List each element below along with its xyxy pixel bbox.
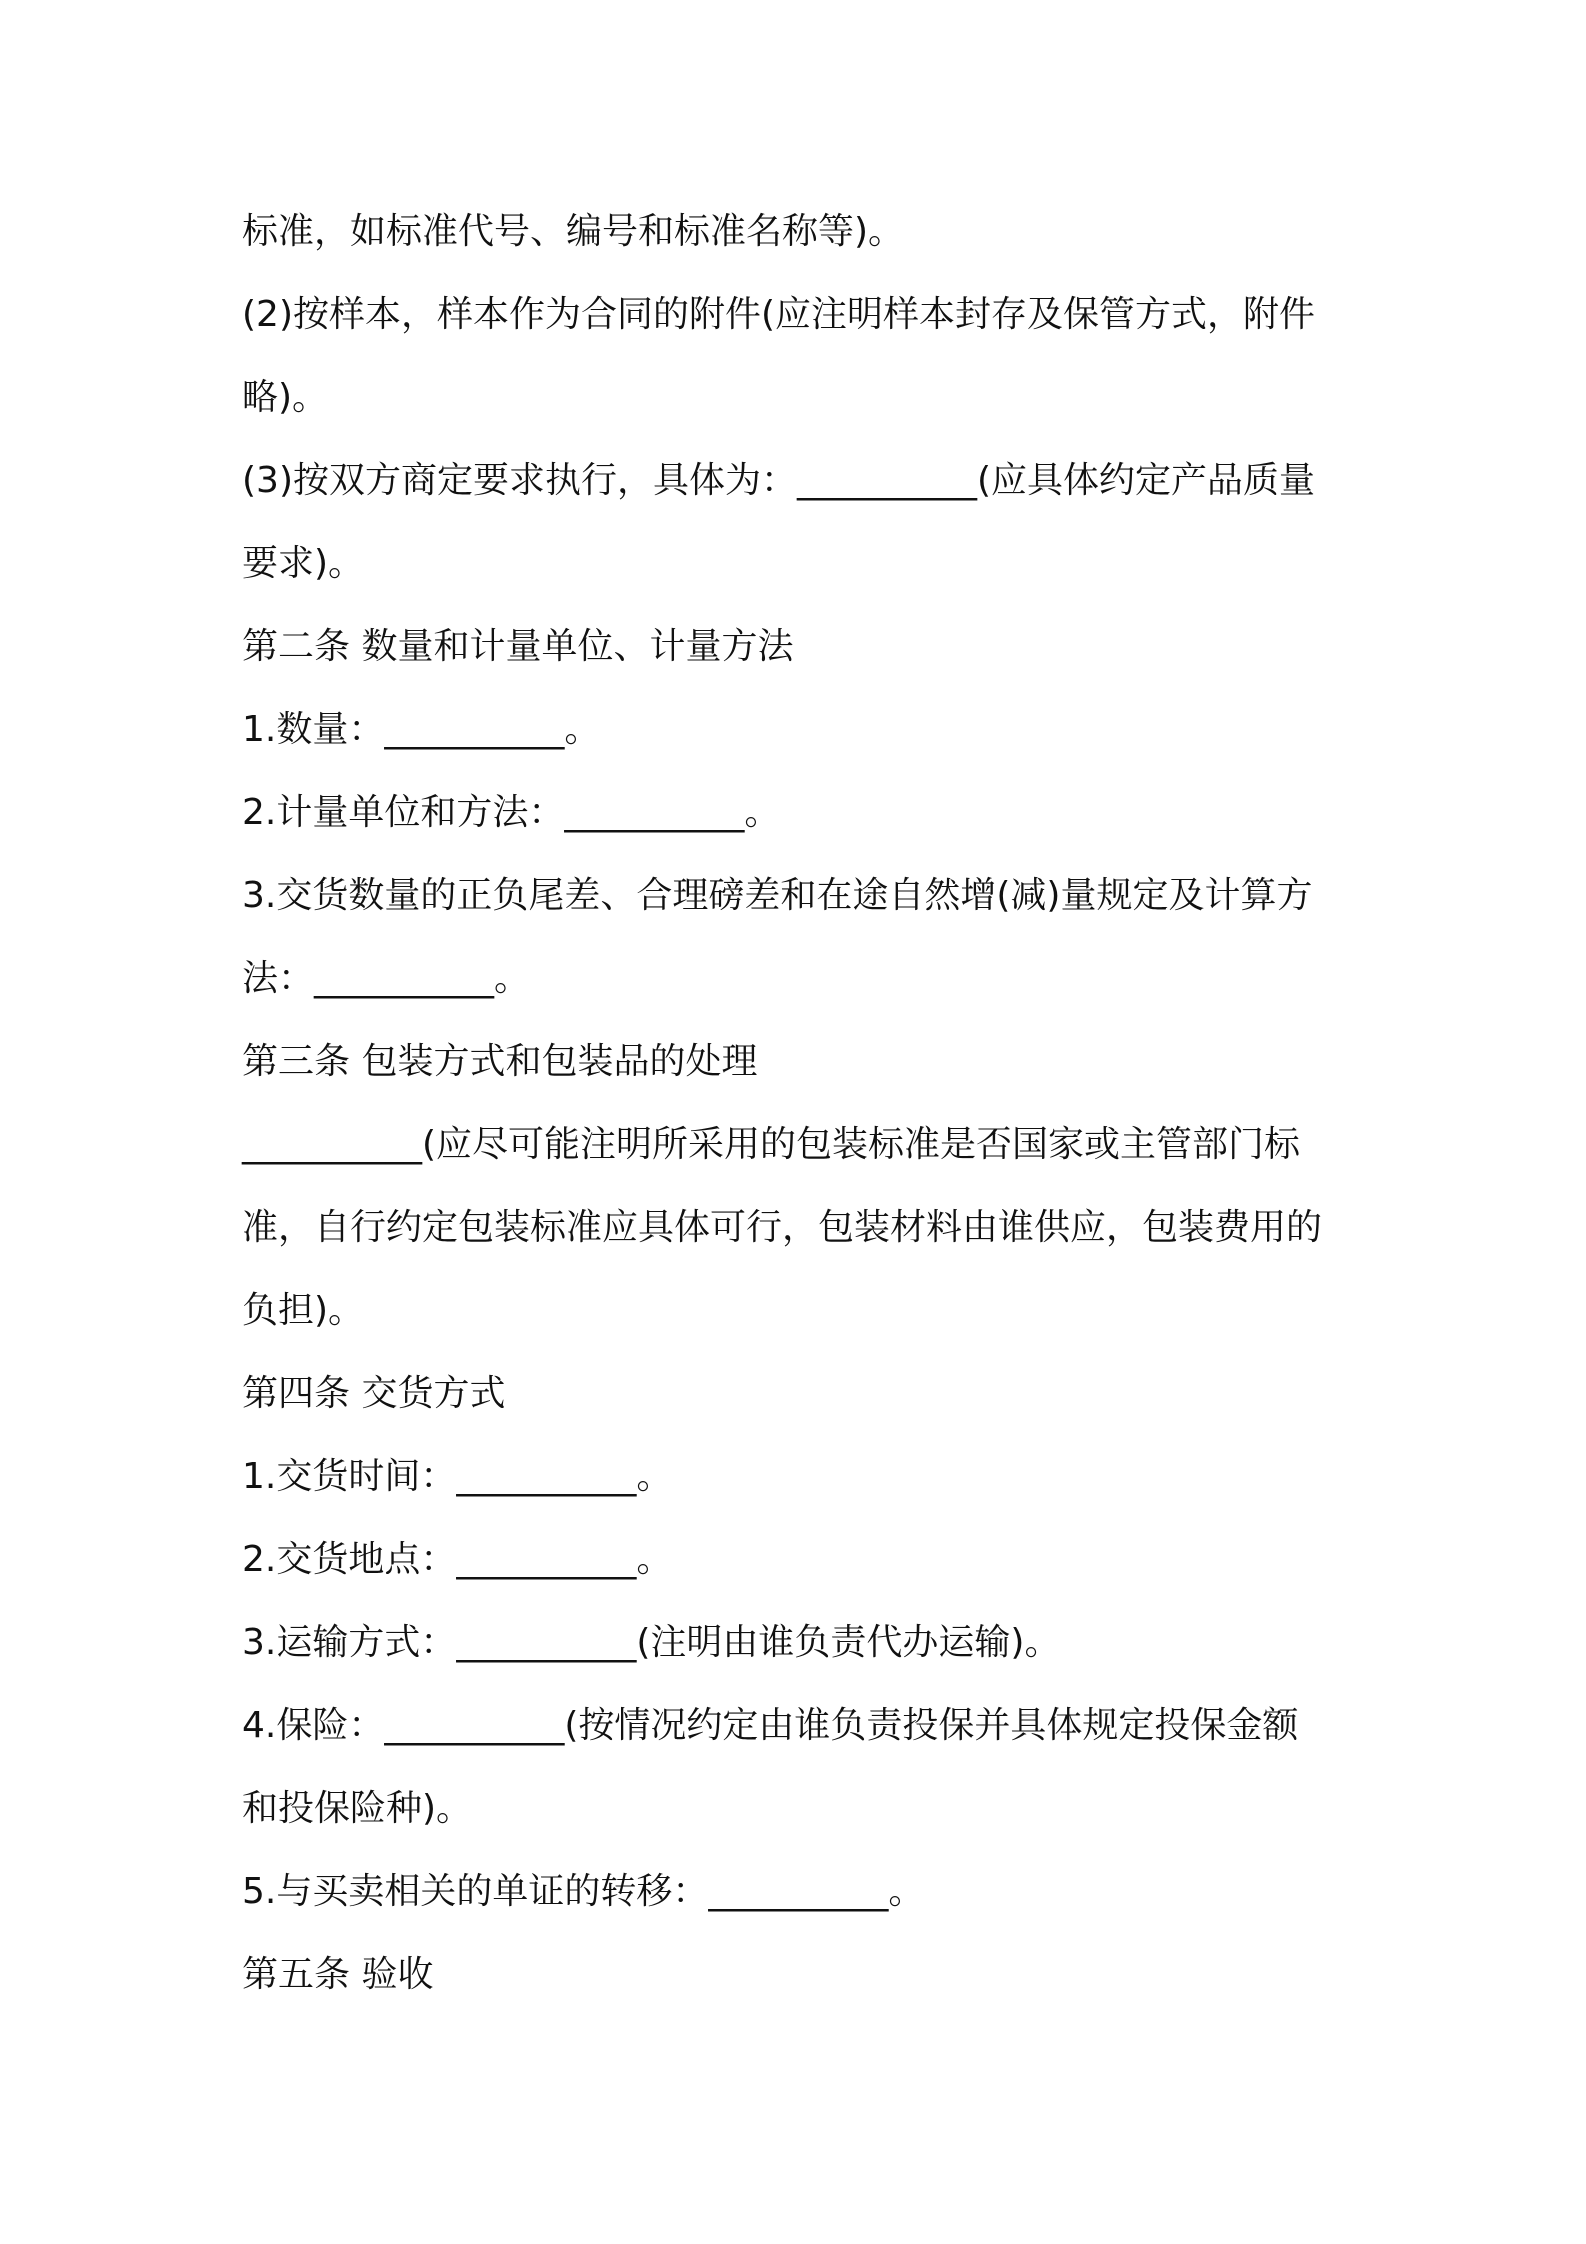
text-line: (3)按双方商定要求执行，具体为：__________(应具体约定产品质量 <box>242 460 1316 501</box>
text-line: 3.交货数量的正负尾差、合理磅差和在途自然增(减)量规定及计算方 <box>242 875 1313 916</box>
text-line: 1.交货时间：__________。 <box>242 1456 673 1497</box>
text-line: 标准，如标准代号、编号和标准名称等)。 <box>242 211 905 252</box>
text-line: 1.数量：__________。 <box>242 709 601 750</box>
text-line: 2.交货地点：__________。 <box>242 1539 673 1580</box>
text-line: 略)。 <box>242 377 329 418</box>
text-line: 要求)。 <box>242 543 365 584</box>
text-line: 4.保险：__________(按情况约定由谁负责投保并具体规定投保金额 <box>242 1705 1299 1746</box>
section-heading-3: 第三条 包装方式和包装品的处理 <box>242 1041 758 1082</box>
section-heading-5: 第五条 验收 <box>242 1954 434 1995</box>
section-heading-2: 第二条 数量和计量单位、计量方法 <box>242 626 794 667</box>
section-heading-4: 第四条 交货方式 <box>242 1373 506 1414</box>
text-line: 3.运输方式：__________(注明由谁负责代办运输)。 <box>242 1622 1061 1663</box>
text-line: 2.计量单位和方法：__________。 <box>242 792 781 833</box>
text-line: 法：__________。 <box>242 958 531 999</box>
text-line: 5.与买卖相关的单证的转移：__________。 <box>242 1871 925 1912</box>
text-line: 准，自行约定包装标准应具体可行，包装材料由谁供应，包装费用的 <box>242 1207 1323 1248</box>
document-body <box>242 190 1362 2016</box>
text-line: 负担)。 <box>242 1290 365 1331</box>
text-line: __________(应尽可能注明所采用的包装标准是否国家或主管部门标 <box>242 1124 1301 1165</box>
text-line: 和投保险种)。 <box>242 1788 473 1829</box>
text-line: (2)按样本，样本作为合同的附件(应注明样本封存及保管方式，附件 <box>242 294 1316 335</box>
